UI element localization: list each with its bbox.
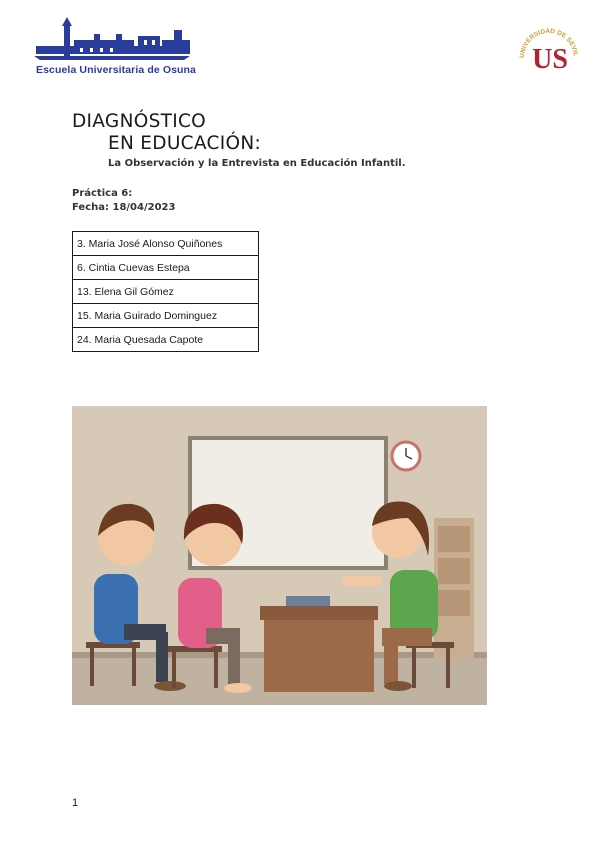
members-table <box>72 231 259 352</box>
member-cell: 3. Maria José Alonso Quiñones <box>73 232 259 256</box>
school-logo-caption: Escuela Universitaria de Osuna <box>36 64 196 76</box>
member-cell: 24. Maria Quesada Capote <box>73 328 259 352</box>
page-number: 1 <box>72 797 79 809</box>
classroom-scene-image <box>72 406 487 705</box>
table-row <box>73 256 259 280</box>
member-cell: 6. Cintia Cuevas Estepa <box>73 256 259 280</box>
seal-monogram: US <box>532 44 568 75</box>
page-title-line2: EN EDUCACIÓN: <box>108 133 262 154</box>
castle-icon <box>34 16 194 64</box>
member-cell: 15. Maria Guirado Dominguez <box>73 304 259 328</box>
table-row <box>73 280 259 304</box>
seal-arc-text: UNIVERSIDAD DE SEVIL <box>518 27 579 59</box>
university-seal <box>516 18 582 80</box>
table-row <box>73 328 259 352</box>
page-subtitle: La Observación y la Entrevista en Educación Infantil. <box>108 158 406 169</box>
member-cell: 13. Elena Gil Gómez <box>73 280 259 304</box>
university-seal-icon <box>516 18 582 80</box>
table-row <box>73 304 259 328</box>
school-logo <box>34 16 194 80</box>
date-label: Fecha: 18/04/2023 <box>72 202 176 213</box>
classroom-illustration <box>72 406 487 705</box>
practice-label: Práctica 6: <box>72 188 133 199</box>
page-title-line1: DIAGNÓSTICO <box>72 111 207 132</box>
table-row <box>73 232 259 256</box>
